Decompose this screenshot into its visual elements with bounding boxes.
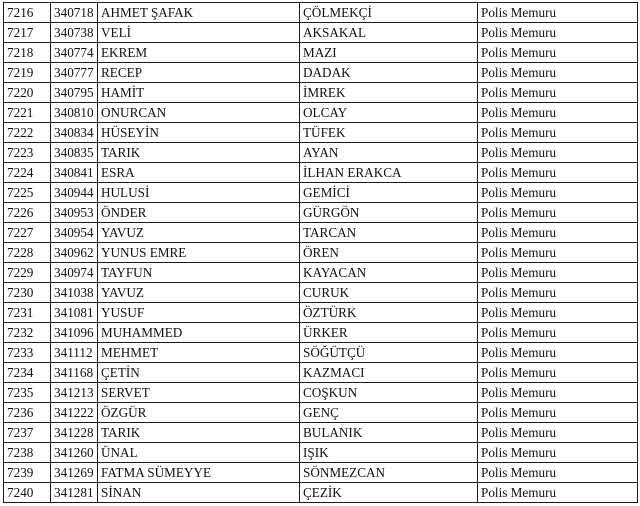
cell-first-name: YAVUZ: [98, 223, 300, 243]
table-row: [4, 283, 638, 303]
cell-registry-number: 340944: [51, 183, 98, 203]
cell-registry-number: 341038: [51, 283, 98, 303]
cell-registry-number: 340834: [51, 123, 98, 143]
cell-first-name: HAMİT: [98, 83, 300, 103]
cell-first-name: HÜSEYİN: [98, 123, 300, 143]
cell-first-name: HULUSİ: [98, 183, 300, 203]
cell-title: Polis Memuru: [478, 483, 638, 503]
cell-surname: CURUK: [300, 283, 478, 303]
cell-title: Polis Memuru: [478, 23, 638, 43]
cell-first-name: ÖZGÜR: [98, 403, 300, 423]
table-row: [4, 43, 638, 63]
cell-first-name: VELİ: [98, 23, 300, 43]
cell-first-name: SERVET: [98, 383, 300, 403]
personnel-table-body: [4, 3, 638, 503]
cell-title: Polis Memuru: [478, 283, 638, 303]
cell-title: Polis Memuru: [478, 43, 638, 63]
cell-first-name: MEHMET: [98, 343, 300, 363]
cell-row-index: 7224: [4, 163, 51, 183]
cell-title: Polis Memuru: [478, 403, 638, 423]
cell-first-name: FATMA SÜMEYYE: [98, 463, 300, 483]
cell-first-name: TARIK: [98, 423, 300, 443]
table-row: [4, 423, 638, 443]
cell-registry-number: 341260: [51, 443, 98, 463]
cell-first-name: YAVUZ: [98, 283, 300, 303]
cell-surname: ÇÖLMEKÇİ: [300, 3, 478, 23]
cell-surname: ÖREN: [300, 243, 478, 263]
table-row: [4, 103, 638, 123]
cell-first-name: ÖNDER: [98, 203, 300, 223]
cell-registry-number: 341081: [51, 303, 98, 323]
cell-registry-number: 340954: [51, 223, 98, 243]
table-row: [4, 203, 638, 223]
cell-registry-number: 340795: [51, 83, 98, 103]
cell-registry-number: 341222: [51, 403, 98, 423]
cell-registry-number: 341168: [51, 363, 98, 383]
table-row: [4, 483, 638, 503]
cell-title: Polis Memuru: [478, 323, 638, 343]
cell-title: Polis Memuru: [478, 243, 638, 263]
table-row: [4, 123, 638, 143]
cell-surname: İMREK: [300, 83, 478, 103]
cell-row-index: 7239: [4, 463, 51, 483]
cell-row-index: 7237: [4, 423, 51, 443]
cell-registry-number: 340810: [51, 103, 98, 123]
cell-registry-number: 340774: [51, 43, 98, 63]
table-row: [4, 383, 638, 403]
cell-title: Polis Memuru: [478, 383, 638, 403]
cell-registry-number: 341096: [51, 323, 98, 343]
cell-row-index: 7217: [4, 23, 51, 43]
cell-surname: İLHAN ERAKCA: [300, 163, 478, 183]
cell-registry-number: 341281: [51, 483, 98, 503]
cell-row-index: 7218: [4, 43, 51, 63]
cell-title: Polis Memuru: [478, 463, 638, 483]
table-row: [4, 63, 638, 83]
cell-surname: MAZI: [300, 43, 478, 63]
table-row: [4, 263, 638, 283]
cell-surname: ÜRKER: [300, 323, 478, 343]
cell-title: Polis Memuru: [478, 343, 638, 363]
cell-registry-number: 340953: [51, 203, 98, 223]
cell-first-name: TAYFUN: [98, 263, 300, 283]
cell-surname: GEMİCİ: [300, 183, 478, 203]
cell-row-index: 7240: [4, 483, 51, 503]
cell-surname: TÜFEK: [300, 123, 478, 143]
table-row: [4, 83, 638, 103]
cell-registry-number: 341228: [51, 423, 98, 443]
cell-registry-number: 340738: [51, 23, 98, 43]
cell-first-name: MUHAMMED: [98, 323, 300, 343]
personnel-table: [3, 2, 638, 503]
cell-registry-number: 341213: [51, 383, 98, 403]
cell-title: Polis Memuru: [478, 183, 638, 203]
table-row: [4, 243, 638, 263]
cell-registry-number: 340777: [51, 63, 98, 83]
cell-row-index: 7230: [4, 283, 51, 303]
cell-first-name: ESRA: [98, 163, 300, 183]
table-row: [4, 443, 638, 463]
cell-surname: ÖZTÜRK: [300, 303, 478, 323]
cell-registry-number: 340974: [51, 263, 98, 283]
cell-title: Polis Memuru: [478, 443, 638, 463]
cell-surname: IŞIK: [300, 443, 478, 463]
cell-title: Polis Memuru: [478, 63, 638, 83]
cell-first-name: YUNUS EMRE: [98, 243, 300, 263]
cell-row-index: 7229: [4, 263, 51, 283]
table-row: [4, 463, 638, 483]
cell-row-index: 7234: [4, 363, 51, 383]
cell-title: Polis Memuru: [478, 163, 638, 183]
table-row: [4, 303, 638, 323]
cell-surname: DADAK: [300, 63, 478, 83]
table-row: [4, 323, 638, 343]
cell-title: Polis Memuru: [478, 223, 638, 243]
cell-title: Polis Memuru: [478, 303, 638, 323]
cell-first-name: ONURCAN: [98, 103, 300, 123]
cell-first-name: YUSUF: [98, 303, 300, 323]
cell-row-index: 7231: [4, 303, 51, 323]
cell-title: Polis Memuru: [478, 423, 638, 443]
cell-row-index: 7216: [4, 3, 51, 23]
cell-first-name: TARIK: [98, 143, 300, 163]
table-row: [4, 363, 638, 383]
cell-surname: AYAN: [300, 143, 478, 163]
cell-registry-number: 340962: [51, 243, 98, 263]
cell-surname: ÇEZİK: [300, 483, 478, 503]
cell-surname: KAYACAN: [300, 263, 478, 283]
cell-row-index: 7221: [4, 103, 51, 123]
cell-title: Polis Memuru: [478, 83, 638, 103]
cell-row-index: 7219: [4, 63, 51, 83]
cell-row-index: 7235: [4, 383, 51, 403]
cell-row-index: 7232: [4, 323, 51, 343]
cell-title: Polis Memuru: [478, 143, 638, 163]
cell-surname: SÖNMEZCAN: [300, 463, 478, 483]
table-row: [4, 223, 638, 243]
cell-title: Polis Memuru: [478, 3, 638, 23]
cell-row-index: 7220: [4, 83, 51, 103]
cell-first-name: EKREM: [98, 43, 300, 63]
cell-registry-number: 341112: [51, 343, 98, 363]
table-row: [4, 143, 638, 163]
cell-surname: COŞKUN: [300, 383, 478, 403]
cell-surname: KAZMACI: [300, 363, 478, 383]
cell-row-index: 7233: [4, 343, 51, 363]
table-row: [4, 343, 638, 363]
cell-first-name: AHMET ŞAFAK: [98, 3, 300, 23]
cell-title: Polis Memuru: [478, 103, 638, 123]
cell-row-index: 7228: [4, 243, 51, 263]
cell-row-index: 7227: [4, 223, 51, 243]
table-row: [4, 3, 638, 23]
table-row: [4, 163, 638, 183]
cell-registry-number: 340718: [51, 3, 98, 23]
cell-surname: AKSAKAL: [300, 23, 478, 43]
cell-registry-number: 340841: [51, 163, 98, 183]
cell-surname: GENÇ: [300, 403, 478, 423]
cell-title: Polis Memuru: [478, 363, 638, 383]
cell-title: Polis Memuru: [478, 123, 638, 143]
cell-row-index: 7226: [4, 203, 51, 223]
cell-surname: TARCAN: [300, 223, 478, 243]
cell-first-name: SİNAN: [98, 483, 300, 503]
cell-surname: GÜRGÖN: [300, 203, 478, 223]
cell-registry-number: 340835: [51, 143, 98, 163]
cell-first-name: ÇETİN: [98, 363, 300, 383]
cell-row-index: 7223: [4, 143, 51, 163]
table-row: [4, 403, 638, 423]
table-row: [4, 183, 638, 203]
cell-title: Polis Memuru: [478, 203, 638, 223]
cell-row-index: 7236: [4, 403, 51, 423]
table-row: [4, 23, 638, 43]
cell-first-name: RECEP: [98, 63, 300, 83]
cell-surname: BULANIK: [300, 423, 478, 443]
cell-first-name: ÜNAL: [98, 443, 300, 463]
cell-title: Polis Memuru: [478, 263, 638, 283]
cell-registry-number: 341269: [51, 463, 98, 483]
cell-row-index: 7225: [4, 183, 51, 203]
cell-surname: OLCAY: [300, 103, 478, 123]
cell-row-index: 7238: [4, 443, 51, 463]
cell-surname: SÖĞÜTÇÜ: [300, 343, 478, 363]
cell-row-index: 7222: [4, 123, 51, 143]
